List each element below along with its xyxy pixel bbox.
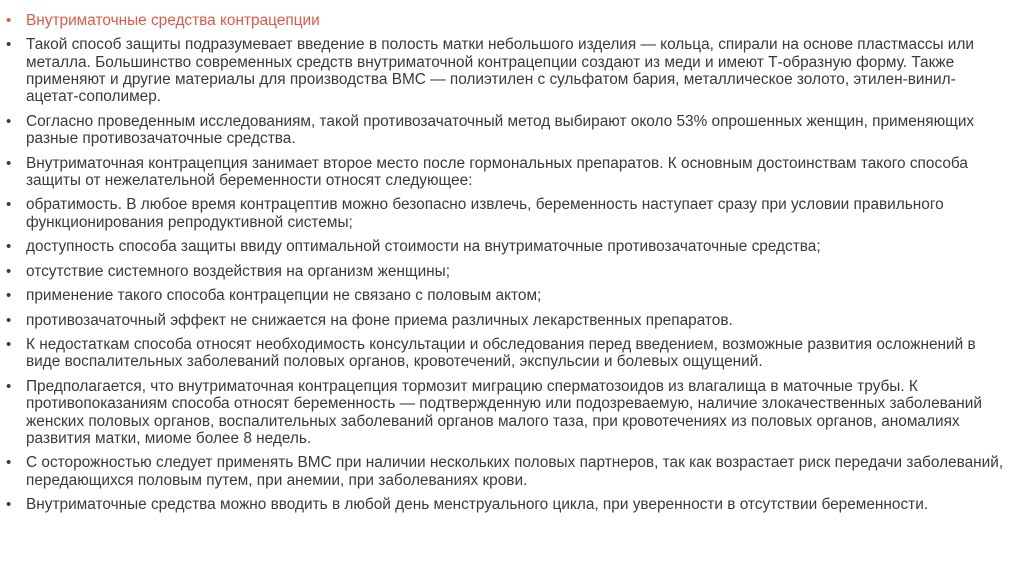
bullet-icon: • — [6, 377, 12, 395]
bullet-list — [4, 12, 1004, 521]
bullet-item — [4, 238, 1004, 255]
bullet-text: К недостаткам способа относят необходимость консультации и обследования перед введением, возможные развития осложнений в виде воспалительных заболеваний половых органов, кровотечений, экспульсии и болевых ощущений. — [26, 336, 976, 371]
bullet-item — [4, 196, 1004, 231]
bullet-icon: • — [6, 238, 12, 256]
bullet-icon: • — [6, 12, 12, 29]
bullet-text: Предполагается, что внутриматочная контрацепция тормозит миграцию сперматозоидов из влагалища в маточные трубы. К противопоказаниям способа относят беременность — подтвержденную или подозреваемую, наличие злокачественных заболеваний женских половых органов, воспалительных заболеваний органов малого таза, при кровотечениях из половых органов, аномалиях развития матки, миоме более 8 недель. — [26, 377, 982, 447]
bullet-text: Внутриматочная контрацепция занимает второе место после гормональных препаратов. К основным достоинствам такого способа защиты от нежелательной беременности относят следующее: — [26, 154, 968, 189]
bullet-icon: • — [6, 496, 12, 514]
bullet-icon: • — [6, 262, 12, 280]
bullet-item — [4, 378, 1004, 447]
bullet-icon: • — [6, 112, 12, 130]
bullet-icon: • — [6, 36, 12, 54]
bullet-item — [4, 36, 1004, 105]
bullet-item — [4, 113, 1004, 148]
bullet-item — [4, 496, 1004, 513]
bullet-item — [4, 155, 1004, 190]
bullet-text: обратимость. В любое время контрацептив можно безопасно извлечь, беременность наступает сразу при условии правильного функционирования репродуктивной системы; — [26, 196, 944, 231]
bullet-icon: • — [6, 196, 12, 214]
bullet-text: Такой способ защиты подразумевает введение в полость матки небольшого изделия — кольца, спирали на основе пластмассы или металла. Большинство современных средств внутриматочной контрацепции создают из меди и имеют Т-образную форму. Также применяют и другие материалы для производства ВМС — полиэтилен с сульфатом бария, металлическое золото, этилен-винил-ацетат-сополимер. — [26, 36, 974, 106]
bullet-item — [4, 454, 1004, 489]
slide-title — [4, 12, 1004, 29]
bullet-item — [4, 336, 1004, 371]
bullet-text: доступность способа защиты ввиду оптимальной стоимости на внутриматочные противозачаточные средства; — [26, 238, 821, 256]
bullet-text: С осторожностью следует применять ВМС при наличии нескольких половых партнеров, так как возрастает риск передачи заболеваний, передающихся половым путем, при анемии, при заболеваниях крови. — [26, 454, 1004, 489]
bullet-text: Согласно проведенным исследованиям, такой противозачаточный метод выбирают около 53% опрошенных женщин, применяющих разные противозачаточные средства. — [26, 112, 975, 148]
bullet-icon: • — [6, 287, 12, 305]
bullet-icon: • — [6, 154, 12, 172]
slide-title-text: Внутриматочные средства контрацепции — [26, 12, 320, 29]
bullet-icon: • — [6, 311, 12, 329]
bullet-text: применение такого способа контрацепции не связано с половым актом; — [26, 287, 542, 305]
bullet-text: противозачаточный эффект не снижается на фоне приема различных лекарственных препаратов. — [26, 311, 733, 329]
bullet-item — [4, 287, 1004, 304]
bullet-icon: • — [6, 454, 12, 472]
bullet-item — [4, 263, 1004, 280]
bullet-icon: • — [6, 336, 12, 354]
bullet-item — [4, 312, 1004, 329]
bullet-text: Внутриматочные средства можно вводить в любой день менструального цикла, при уверенности в отсутствии беременности. — [26, 496, 929, 514]
bullet-text: отсутствие системного воздействия на организм женщины; — [26, 262, 451, 280]
